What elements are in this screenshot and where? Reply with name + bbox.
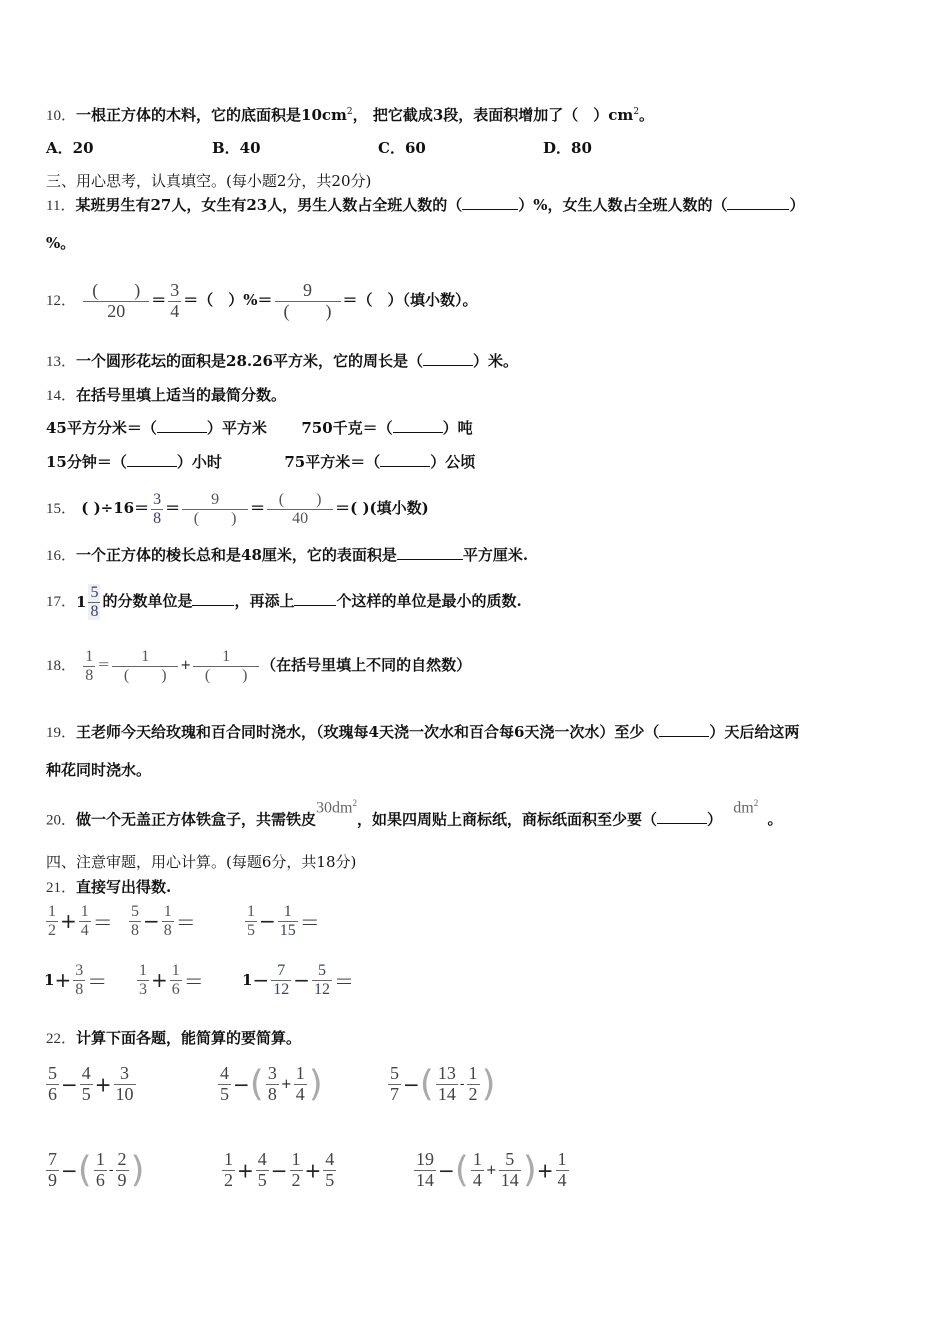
fraction: $\frac{7}{9}$ bbox=[48, 1149, 57, 1190]
calc-expression-5[interactable] bbox=[220, 1150, 338, 1191]
open-paren: ( bbox=[77, 1149, 92, 1191]
question-17 bbox=[46, 578, 522, 625]
answer-blank-2[interactable] bbox=[294, 591, 336, 606]
question-text: 直接写出得数. bbox=[76, 878, 172, 896]
question-text: ）吨 bbox=[442, 419, 473, 437]
open-paren: ( bbox=[419, 1063, 434, 1105]
question-text: 750千克＝（ bbox=[301, 419, 393, 437]
answer-blank[interactable] bbox=[380, 452, 430, 467]
question-number: 13． bbox=[46, 354, 77, 370]
fraction: $\frac{2}{9}$ bbox=[117, 1149, 127, 1190]
question-14-row-2 bbox=[46, 452, 475, 472]
plus: + bbox=[151, 968, 168, 993]
question-text: ）%，女生人数占全班人数的（ bbox=[518, 196, 728, 214]
question-14-row-1 bbox=[46, 418, 473, 438]
answer-blank[interactable] bbox=[397, 545, 463, 560]
fraction: $\frac{19}{14}$ bbox=[416, 1149, 434, 1190]
minus: - bbox=[459, 1076, 465, 1092]
question-text: ，再添上 bbox=[234, 592, 295, 610]
unit-dm2: $dm^2$ bbox=[733, 798, 759, 817]
fraction-1-over-blank-2[interactable]: $\frac{1}{( )}$ bbox=[193, 648, 259, 684]
plus: + bbox=[237, 1158, 254, 1183]
fraction-1-over-blank-1[interactable]: $\frac{1}{( )}$ bbox=[112, 648, 178, 684]
question-text: 45平方分米＝（ bbox=[46, 419, 157, 437]
answer-blank-1[interactable] bbox=[462, 195, 518, 210]
question-number: 19． bbox=[46, 725, 77, 741]
question-15 bbox=[46, 483, 429, 534]
fraction-blank-over-40[interactable]: $\frac{( )}{40}$ bbox=[267, 491, 333, 527]
mental-calc-4[interactable] bbox=[44, 962, 107, 998]
question-11 bbox=[46, 195, 805, 216]
fraction: $\frac{4}{5}$ bbox=[325, 1149, 335, 1190]
fraction: $\frac{3}{8}$ bbox=[75, 962, 84, 998]
question-22 bbox=[46, 1028, 301, 1049]
close-paren: ) bbox=[308, 1063, 323, 1105]
equals: ＝ bbox=[299, 910, 320, 935]
calc-expression-4[interactable] bbox=[44, 1150, 145, 1191]
question-text: ）天后给这两 bbox=[709, 723, 800, 741]
question-text: 个这样的单位是最小的质数. bbox=[336, 592, 522, 610]
fraction-3-8: $\frac{3}{8}$ bbox=[153, 490, 162, 527]
mental-calc-6[interactable] bbox=[242, 962, 354, 998]
question-text: 某班男生有27人，女生有23人，男生人数占全班人数的（ bbox=[75, 196, 463, 214]
question-number: 16． bbox=[46, 548, 77, 564]
question-number: 11． bbox=[46, 198, 76, 214]
fraction: $\frac{13}{14}$ bbox=[437, 1063, 456, 1104]
minus: − bbox=[252, 968, 270, 993]
fraction: $\frac{5}{7}$ bbox=[390, 1063, 399, 1104]
answer-blank-1[interactable] bbox=[192, 591, 234, 606]
fraction: $\frac{3}{10}$ bbox=[115, 1063, 134, 1104]
fraction-9-over-blank[interactable]: $\frac{9}{( )}$ bbox=[182, 491, 248, 527]
option-c[interactable]: C．60 bbox=[378, 139, 426, 157]
minus: − bbox=[438, 1158, 455, 1183]
question-text: ）小时 bbox=[176, 453, 222, 471]
percent-blank[interactable]: ＝（ ）%＝ bbox=[183, 291, 273, 309]
equals: ＝ bbox=[250, 499, 266, 517]
question-number: 14． bbox=[46, 388, 77, 404]
question-number: 10． bbox=[46, 108, 77, 124]
question-text: ）米。 bbox=[473, 352, 519, 370]
minus: − bbox=[293, 968, 310, 993]
calc-expression-6[interactable] bbox=[412, 1150, 571, 1191]
fraction: $\frac{4}{5}$ bbox=[81, 1063, 91, 1104]
question-text: ， 把它截成3段，表面积增加了（ ）cm bbox=[352, 106, 634, 124]
question-text: 一个圆形花坛的面积是28.26平方米，它的周长是（ bbox=[76, 352, 423, 370]
fraction-9-over-blank[interactable]: $\frac{9}{( )}$ bbox=[275, 281, 341, 322]
question-number: 22． bbox=[46, 1031, 77, 1047]
question-11-line-2: %。 bbox=[46, 234, 76, 252]
question-number: 17． bbox=[46, 594, 77, 610]
question-text: 一根正方体的木料，它的底面积是10cm bbox=[76, 106, 347, 124]
question-12 bbox=[46, 272, 478, 329]
question-text: 计算下面各题，能简算的要简算。 bbox=[76, 1029, 302, 1047]
fraction: $\frac{5}{6}$ bbox=[48, 1063, 57, 1104]
question-text: ，如果四周贴上商标纸，商标纸面积至少要（ bbox=[356, 810, 657, 829]
question-text: 王老师今天给玫瑰和百合同时浇水，（玫瑰每4天浇一次水和百合每6天浇一次水）至少（ bbox=[76, 723, 660, 741]
fraction: $\frac{4}{5}$ bbox=[220, 1063, 229, 1104]
question-18 bbox=[46, 640, 471, 691]
fraction: $\frac{1}{8}$ bbox=[163, 903, 172, 939]
option-b[interactable]: B．40 bbox=[212, 139, 261, 157]
option-a[interactable]: A．20 bbox=[46, 139, 94, 157]
question-20 bbox=[46, 798, 783, 830]
fraction: $\frac{1}{2}$ bbox=[468, 1063, 478, 1104]
question-number: 15． bbox=[46, 501, 77, 517]
plus: + bbox=[304, 1158, 322, 1183]
whole-number: 1 bbox=[44, 971, 55, 990]
answer-blank[interactable] bbox=[659, 722, 709, 737]
minus: - bbox=[108, 1162, 114, 1178]
minus: − bbox=[233, 1072, 250, 1097]
minus: − bbox=[143, 909, 160, 934]
plus: + bbox=[60, 909, 77, 934]
plus: + bbox=[180, 658, 192, 673]
calc-expression-2[interactable] bbox=[216, 1064, 323, 1105]
fraction: $\frac{1}{6}$ bbox=[171, 962, 180, 998]
fraction-blank-over-20[interactable]: $\frac{( )}{20}$ bbox=[83, 281, 149, 322]
close-paren: ) bbox=[481, 1063, 496, 1105]
section-4-title: 四、注意审题，用心计算。(每题6分，共18分) bbox=[46, 853, 357, 871]
question-19-line-2: 种花同时浇水。 bbox=[46, 761, 152, 779]
question-text: ）公顷 bbox=[430, 453, 476, 471]
close-paren: ) bbox=[130, 1149, 145, 1191]
fraction: $\frac{5}{14}$ bbox=[500, 1149, 519, 1190]
question-text: 平方厘米. bbox=[462, 546, 529, 564]
question-text: 的分数单位是 bbox=[102, 592, 193, 610]
calc-expression-3[interactable] bbox=[386, 1064, 496, 1105]
question-19 bbox=[46, 722, 799, 743]
question-text: 75平方米＝（ bbox=[284, 453, 381, 471]
question-number: 12． bbox=[46, 293, 77, 309]
plus: + bbox=[54, 968, 72, 993]
fraction: $\frac{1}{2}$ bbox=[224, 1149, 233, 1190]
equals: ＝ bbox=[97, 658, 111, 673]
fraction: $\frac{1}{15}$ bbox=[279, 903, 296, 939]
question-text: ） bbox=[789, 196, 805, 214]
question-text: ） bbox=[707, 810, 723, 829]
equals: ＝ bbox=[87, 969, 108, 994]
section-3-title: 三、用心思考，认真填空。(每小题2分，共20分) bbox=[46, 172, 372, 190]
fraction: $\frac{1}{4}$ bbox=[295, 1063, 305, 1104]
mental-calc-5[interactable] bbox=[135, 962, 204, 998]
fraction-5-8: $\frac{5}{8}$ bbox=[90, 583, 99, 620]
mental-calc-2[interactable] bbox=[127, 903, 196, 939]
question-text: 15分钟＝（ bbox=[46, 453, 127, 471]
question-number: 18． bbox=[46, 658, 77, 674]
question-text: 做一个无盖正方体铁盒子，共需铁皮 bbox=[76, 810, 317, 829]
minus: − bbox=[259, 909, 276, 934]
fraction: $\frac{7}{12}$ bbox=[273, 962, 290, 998]
minus: − bbox=[403, 1072, 420, 1097]
fraction: $\frac{1}{4}$ bbox=[472, 1149, 482, 1190]
decimal-blank[interactable]: ＝( )(填小数) bbox=[335, 499, 429, 517]
answer-blank[interactable] bbox=[393, 418, 443, 433]
calc-expression-1[interactable] bbox=[44, 1064, 138, 1105]
fraction: $\frac{1}{2}$ bbox=[48, 903, 56, 939]
plus: + bbox=[485, 1162, 497, 1178]
question-21 bbox=[46, 877, 171, 898]
punctuation: 。 bbox=[767, 810, 783, 829]
fraction: $\frac{1}{4}$ bbox=[80, 903, 89, 939]
question-14 bbox=[46, 385, 286, 406]
option-d[interactable]: D．80 bbox=[543, 139, 592, 157]
question-number: 21． bbox=[46, 880, 77, 896]
plus: + bbox=[536, 1158, 554, 1183]
question-number: 20． bbox=[46, 812, 77, 829]
superscript: 2 bbox=[633, 107, 640, 117]
open-paren: ( bbox=[454, 1149, 469, 1191]
answer-blank[interactable] bbox=[157, 418, 207, 433]
equals: ＝ bbox=[333, 969, 354, 994]
answer-blank-2[interactable] bbox=[727, 195, 789, 210]
fraction: $\frac{1}{4}$ bbox=[557, 1149, 567, 1190]
equals: ＝ bbox=[92, 910, 113, 935]
mixed-number-whole: 1 bbox=[76, 593, 87, 611]
question-13 bbox=[46, 351, 518, 372]
answer-blank[interactable] bbox=[657, 809, 707, 824]
plus: + bbox=[94, 1072, 112, 1097]
fraction: $\frac{1}{2}$ bbox=[291, 1149, 301, 1190]
fraction: $\frac{4}{5}$ bbox=[257, 1149, 267, 1190]
open-paren: ( bbox=[249, 1063, 264, 1105]
question-16 bbox=[46, 545, 528, 566]
decimal-blank[interactable]: ＝（ ）（填小数）。 bbox=[342, 291, 478, 309]
mental-calc-3[interactable] bbox=[243, 903, 320, 939]
question-text: 在括号里填上适当的最简分数。 bbox=[76, 386, 287, 404]
whole-number: 1 bbox=[242, 971, 253, 990]
fraction-3-4: $\frac{3}{4}$ bbox=[170, 279, 180, 321]
fraction: $\frac{1}{5}$ bbox=[247, 903, 255, 939]
fraction: $\frac{1}{6}$ bbox=[95, 1149, 105, 1190]
mental-calc-1[interactable] bbox=[44, 903, 113, 939]
answer-blank[interactable] bbox=[423, 351, 473, 366]
equals: ＝ bbox=[175, 910, 196, 935]
fraction: $\frac{1}{3}$ bbox=[139, 962, 147, 998]
superscript: 2 bbox=[346, 107, 353, 117]
answer-blank[interactable] bbox=[127, 452, 177, 467]
question-text: 一个正方体的棱长总和是48厘米，它的表面积是 bbox=[76, 546, 397, 564]
equals: ＝ bbox=[183, 969, 204, 994]
equals: ＝ bbox=[165, 499, 181, 517]
fraction-1-8: $\frac{1}{8}$ bbox=[85, 647, 94, 684]
punctuation: 。 bbox=[639, 106, 655, 124]
equals: ＝ bbox=[151, 291, 167, 309]
minus: − bbox=[270, 1158, 288, 1183]
minus: − bbox=[61, 1072, 78, 1097]
question-text: （在括号里填上不同的自然数） bbox=[261, 656, 472, 674]
fraction: $\frac{3}{8}$ bbox=[267, 1063, 277, 1104]
unit-30dm2: $30dm^2$ bbox=[316, 798, 357, 817]
minus: − bbox=[61, 1158, 78, 1183]
question-text: ）平方米 bbox=[206, 419, 267, 437]
plus: + bbox=[280, 1076, 292, 1092]
fraction: $\frac{5}{8}$ bbox=[131, 903, 139, 939]
question-10 bbox=[46, 102, 654, 126]
division-blank[interactable]: ( )÷16＝ bbox=[81, 499, 150, 517]
close-paren: ) bbox=[522, 1149, 537, 1191]
fraction: $\frac{5}{12}$ bbox=[313, 962, 330, 998]
